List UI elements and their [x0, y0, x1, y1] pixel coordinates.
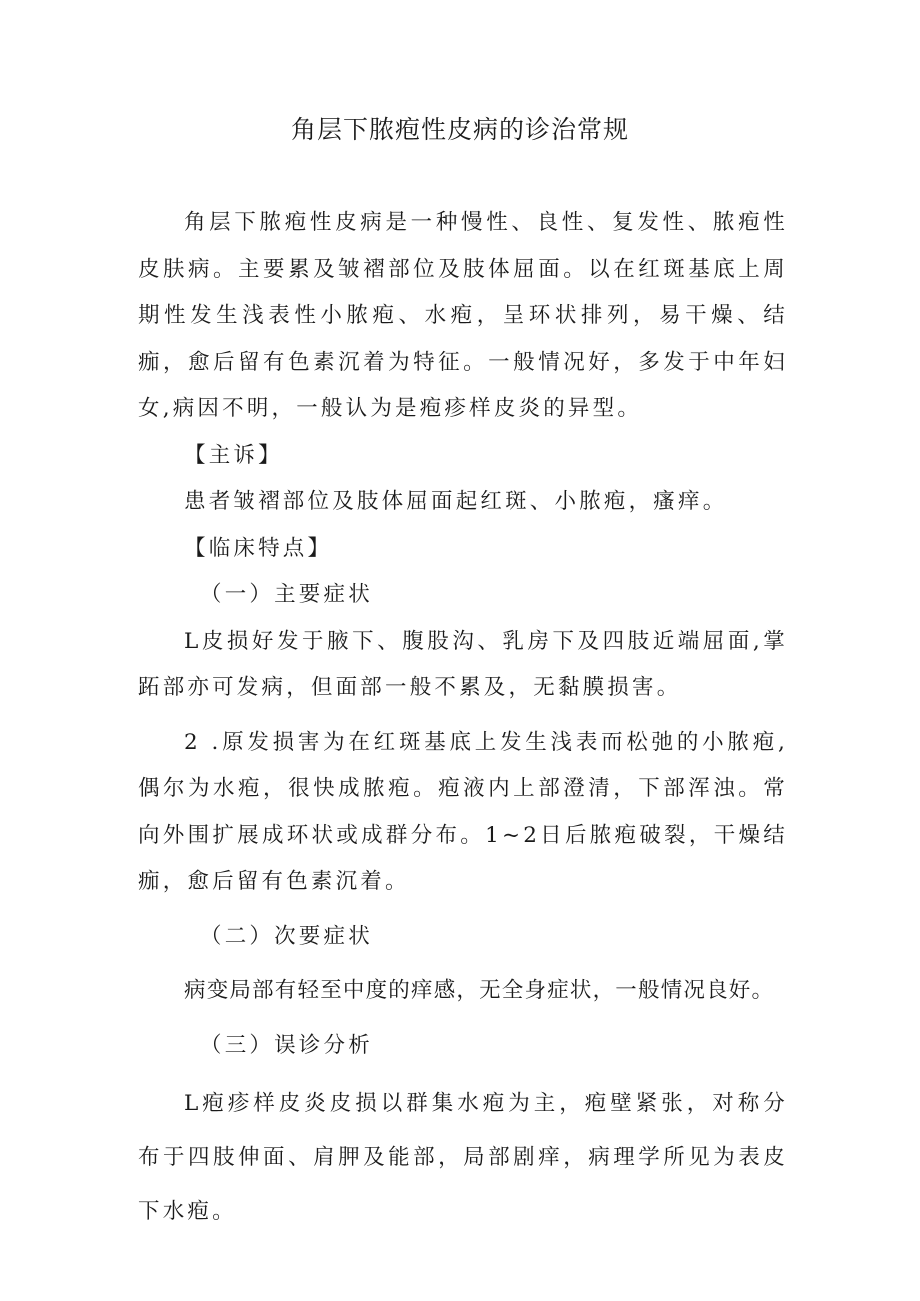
document-body — [138, 200, 788, 1239]
main-symptom-2: 2 .原发损害为在红斑基底上发生浅表而松弛的小脓疱,偶尔为水疱，很快成脓疱。疱液内上部澄清，下部浑浊。常向外围扩展成环状或成群分布。1~2日后脓疱破裂，干燥结痂，愈后留有色素沉着。 — [138, 729, 788, 894]
secondary-symptoms-heading: （二）次要症状 — [200, 923, 373, 949]
secondary-symptoms-paragraph: 病变局部有轻至中度的痒感，无全身症状，一般情况良好。 — [184, 978, 775, 1003]
main-symptom-1: L皮损好发于腋下、腹股沟、乳房下及四肢近端屈面,掌跖部亦可发病，但面部一般不累及，无黏膜损害。 — [138, 628, 788, 700]
complaint-paragraph: 患者皱褶部位及肢体屈面起红斑、小脓疱，瘙痒。 — [184, 489, 728, 514]
intro-paragraph: 角层下脓疱性皮病是一种慢性、良性、复发性、脓疱性皮肤病。主要累及皱褶部位及肢体屈面。以在红斑基底上周期性发生浅表性小脓疱、水疱，呈环状排列，易干燥、结痂，愈后留有色素沉着为特征。一般情况好，多发于中年妇女,病因不明，一般认为是疱疹样皮炎的异型。 — [138, 210, 788, 421]
misdiagnosis-heading: （三）误诊分析 — [200, 1032, 373, 1058]
complaint-heading: 【主诉】 — [184, 442, 283, 468]
misdiagnosis-paragraph-1: L疱疹样皮炎皮损以群集水疱为主，疱壁紧张，对称分布于四肢伸面、肩胛及能部，局部剧痒，病理学所见为表皮下水疱。 — [138, 1091, 788, 1224]
clinical-features-heading: 【临床特点】 — [184, 535, 333, 561]
page-title: 角层下脓疱性皮病的诊治常规 — [290, 115, 629, 144]
main-symptoms-heading: （一）主要症状 — [200, 582, 373, 607]
